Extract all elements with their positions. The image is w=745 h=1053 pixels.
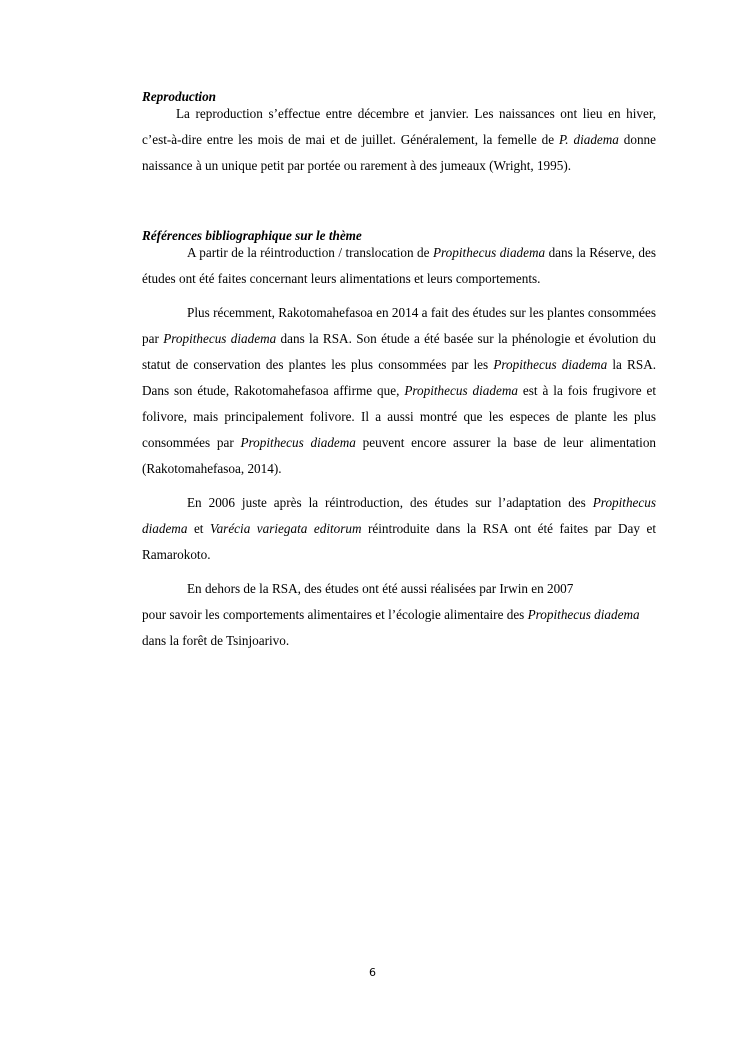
- paragraph-references-3: En 2006 juste après la réintroduction, des études sur l’adaptation des Propithecus diadema et Varécia variegata editorum réintroduite dans la RSA ont été faites par Day et Ramarokoto.: [142, 495, 656, 562]
- document-body: [142, 88, 656, 654]
- paragraph-reproduction: La reproduction s’effectue entre décembre et janvier. Les naissances ont lieu en hiver, c’est-à-dire entre les mois de mai et de juillet. Généralement, la femelle de P. diadema donne naissance à un unique petit par portée ou rarement à des jumeaux (Wright, 1995).: [142, 106, 656, 173]
- section-heading-references: Références bibliographique sur le thème: [142, 228, 362, 243]
- paragraph-references-4-line-1: En dehors de la RSA, des études ont été aussi réalisées par Irwin en 2007: [187, 581, 574, 596]
- paragraph-references-4-rest: pour savoir les comportements alimentaires et l’écologie alimentaire des Propithecus diadema dans la forêt de Tsinjoarivo.: [142, 607, 640, 648]
- paragraph-references-1: A partir de la réintroduction / translocation de Propithecus diadema dans la Réserve, des études ont été faites concernant leurs alimentations et leurs comportements.: [142, 245, 657, 286]
- page-number: 6: [369, 966, 376, 979]
- section-heading-reproduction: Reproduction: [142, 89, 217, 104]
- paragraph-references-2: Plus récemment, Rakotomahefasoa en 2014 a fait des études sur les plantes consommées par Propithecus diadema dans la RSA. Son étude a été basée sur la phénologie et évolution du statut de conservation des plantes les plus consommées par les Propithecus diadema la RSA. Dans son étude, Rakotomahefasoa affirme que, Propithecus diadema est à la fois frugivore et folivore, mais principalement folivore. Il a aussi montré que les especes de plante les plus consommées par Propithecus diadema peuvent encore assurer la base de leur alimentation (Rakotomahefasoa, 2014).: [142, 305, 657, 476]
